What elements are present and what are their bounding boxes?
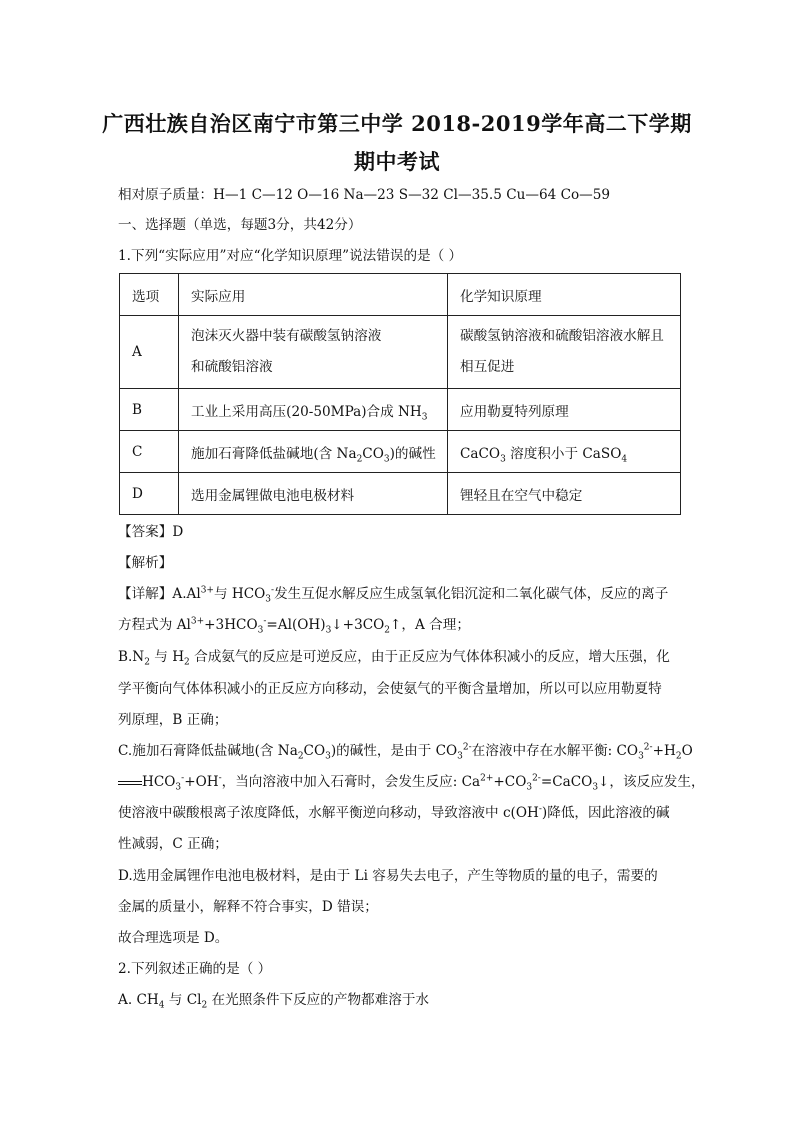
question2-option-a (118, 991, 429, 1009)
text-span: ↓，该反应发生， (598, 774, 705, 790)
text-span: 在溶液中存在水解平衡: CO (471, 743, 639, 759)
subscript: 3 (325, 625, 332, 636)
application-text: 施加石膏降低盐碱地(含 Na (191, 445, 357, 462)
principle-text: 溶度积小于 CaSO (505, 445, 622, 462)
subscript: 2 (297, 751, 304, 762)
text-span: O (681, 743, 693, 759)
subscript: 3 (526, 782, 533, 793)
application-cell (179, 389, 448, 431)
superscript: 2- (462, 742, 472, 753)
superscript: 2- (643, 742, 653, 753)
subscript: 3 (383, 454, 390, 465)
subscript: 3 (325, 751, 331, 762)
text-span: CO (303, 743, 326, 759)
subscript: 3 (500, 454, 506, 465)
option-b-analysis-line-2: 学平衡向气体体积减小的正反应方向移动，会使氨气的平衡含量增加，所以可以应用勒夏特 (118, 681, 662, 697)
document-title-line1: 广西壮族自治区南宁市第三中学 2018-2019学年高二下学期 (102, 111, 692, 136)
subscript: 3 (638, 751, 644, 762)
superscript: - (181, 773, 185, 784)
answer-label: 【答案】D (118, 524, 184, 540)
subscript: 3 (421, 412, 428, 423)
subscript: 3 (257, 625, 264, 636)
option-c-analysis-line-2 (118, 773, 705, 791)
superscript: - (271, 585, 275, 596)
question1-stem: 1.下列“实际应用”对应“化学知识原理”说法错误的是（ ） (118, 248, 463, 264)
text-span: HCO (142, 774, 176, 790)
text-span: C.施加石膏降低盐碱地(含 Na (118, 743, 298, 759)
application-text: CO (362, 445, 384, 462)
application-text: 和硫酸铝溶液 (191, 359, 273, 375)
table-row (120, 316, 681, 389)
superscript: 3+ (190, 616, 205, 627)
subscript: 2 (384, 625, 391, 636)
text-span: 合成氨气的反应是可逆反应，由于正反应为气体体积减小的反应，增大压强，化 (189, 649, 670, 665)
text-span: 使溶液中碳酸根离子浓度降低，水解平衡逆向移动，导致溶液中 c(OH (118, 805, 539, 821)
text-span: 与 Cl (164, 992, 202, 1008)
text-span: 方程式为 Al (118, 617, 191, 633)
option-c-analysis-line-4: 性减弱，C 正确； (118, 836, 228, 852)
text-span: +OH (184, 774, 219, 790)
text-span: 与 HCO (213, 586, 266, 602)
option-b-analysis-line-1 (118, 648, 670, 666)
text-span: ↓+3CO (331, 617, 385, 633)
table-header-cell: 选项 (120, 274, 179, 316)
question1-table (119, 273, 681, 515)
text-span: B.N (118, 649, 145, 665)
subscript: 2 (675, 751, 682, 762)
detail-line-1 (118, 585, 668, 603)
table-header-cell: 化学知识原理 (448, 274, 681, 316)
subscript: 3 (592, 782, 599, 793)
analysis-label: 【解析】 (118, 555, 173, 571)
option-d-analysis-line-2: 金属的质量小，解释不符合事实，D 错误； (118, 899, 378, 915)
option-cell: C (120, 431, 179, 473)
subscript: 3 (265, 594, 272, 605)
option-d-analysis-line-1: D.选用金属锂作电池电极材料，是由于 Li 容易失去电子，产生等物质的量的电子，需要的 (118, 868, 658, 884)
subscript: 3 (175, 782, 182, 793)
table-row (120, 431, 681, 473)
subscript: 2 (144, 657, 150, 668)
application-text: 工业上采用高压(20-50MPa)合成 NH (191, 403, 422, 420)
text-span: +CO (493, 774, 527, 790)
superscript: 2+ (480, 773, 494, 784)
application-cell (179, 431, 448, 473)
table-row (120, 389, 681, 431)
superscript: - (538, 804, 542, 815)
superscript: - (218, 773, 222, 784)
application-cell: 选用金属锂做电池电极材料 (179, 473, 448, 515)
text-span: =CaCO (540, 774, 593, 790)
text-span: +3HCO (204, 617, 258, 633)
principle-text: CaCO (460, 445, 501, 462)
text-span: 与 H (149, 649, 185, 665)
superscript: - (263, 616, 267, 627)
text-span: ，当向溶液中加入石膏时，会发生反应: Ca (221, 774, 481, 790)
text-span: 在光照条件下反应的产物都难溶于水 (207, 992, 430, 1008)
text-span: 【详解】A.Al (118, 586, 201, 602)
conclusion-line: 故合理选项是 D。 (118, 930, 229, 946)
equilibrium-arrow-icon (118, 778, 142, 788)
subscript: 4 (158, 1000, 165, 1011)
option-c-analysis-line-3 (118, 804, 670, 822)
principle-text: 相互促进 (460, 359, 515, 375)
subscript: 2 (184, 657, 190, 668)
subscript: 2 (356, 454, 363, 465)
option-cell: A (120, 316, 179, 389)
superscript: 3+ (200, 585, 214, 596)
application-cell (179, 316, 448, 389)
text-span: 发生互促水解反应生成氢氧化铝沉淀和二氧化碳气体，反应的离子 (274, 586, 669, 602)
text-span: ↑，A 合理； (390, 617, 470, 633)
principle-text: 碳酸氢钠溶液和硫酸铝溶液水解且 (460, 328, 664, 344)
table-header-cell: 实际应用 (179, 274, 448, 316)
subscript: 2 (201, 1000, 208, 1011)
principle-cell: 应用勒夏特列原理 (448, 389, 681, 431)
subscript: 4 (621, 454, 628, 465)
question2-stem: 2.下列叙述正确的是（ ） (118, 961, 272, 977)
superscript: 2- (532, 773, 541, 784)
principle-cell (448, 431, 681, 473)
option-cell: B (120, 389, 179, 431)
option-cell: D (120, 473, 179, 515)
option-c-analysis-line-1 (118, 742, 693, 760)
text-span: )降低，因此溶液的碱 (541, 805, 670, 821)
text-span: )的碱性，是由于 CO (330, 743, 458, 759)
subscript: 3 (457, 751, 463, 762)
atomic-mass-line: 相对原子质量：H—1 C—12 O—16 Na—23 S—32 Cl—35.5 Cu—64 Co—59 (118, 187, 611, 203)
detail-line-2 (118, 616, 470, 634)
document-title-line2: 期中考试 (354, 149, 440, 174)
application-text: 泡沫灭火器中装有碳酸氢钠溶液 (191, 328, 382, 344)
text-span: A. CH (118, 992, 159, 1008)
principle-cell: 锂轻且在空气中稳定 (448, 473, 681, 515)
application-text: )的碱性 (389, 445, 436, 462)
principle-cell (448, 316, 681, 389)
section-heading: 一、选择题（单选，每题3分，共42分） (118, 217, 362, 233)
option-b-analysis-line-3: 列原理，B 正确； (118, 712, 228, 728)
table-header-row (120, 274, 681, 316)
text-span: +H (652, 743, 676, 759)
table-row (120, 473, 681, 515)
text-span: =Al(OH) (266, 617, 326, 633)
